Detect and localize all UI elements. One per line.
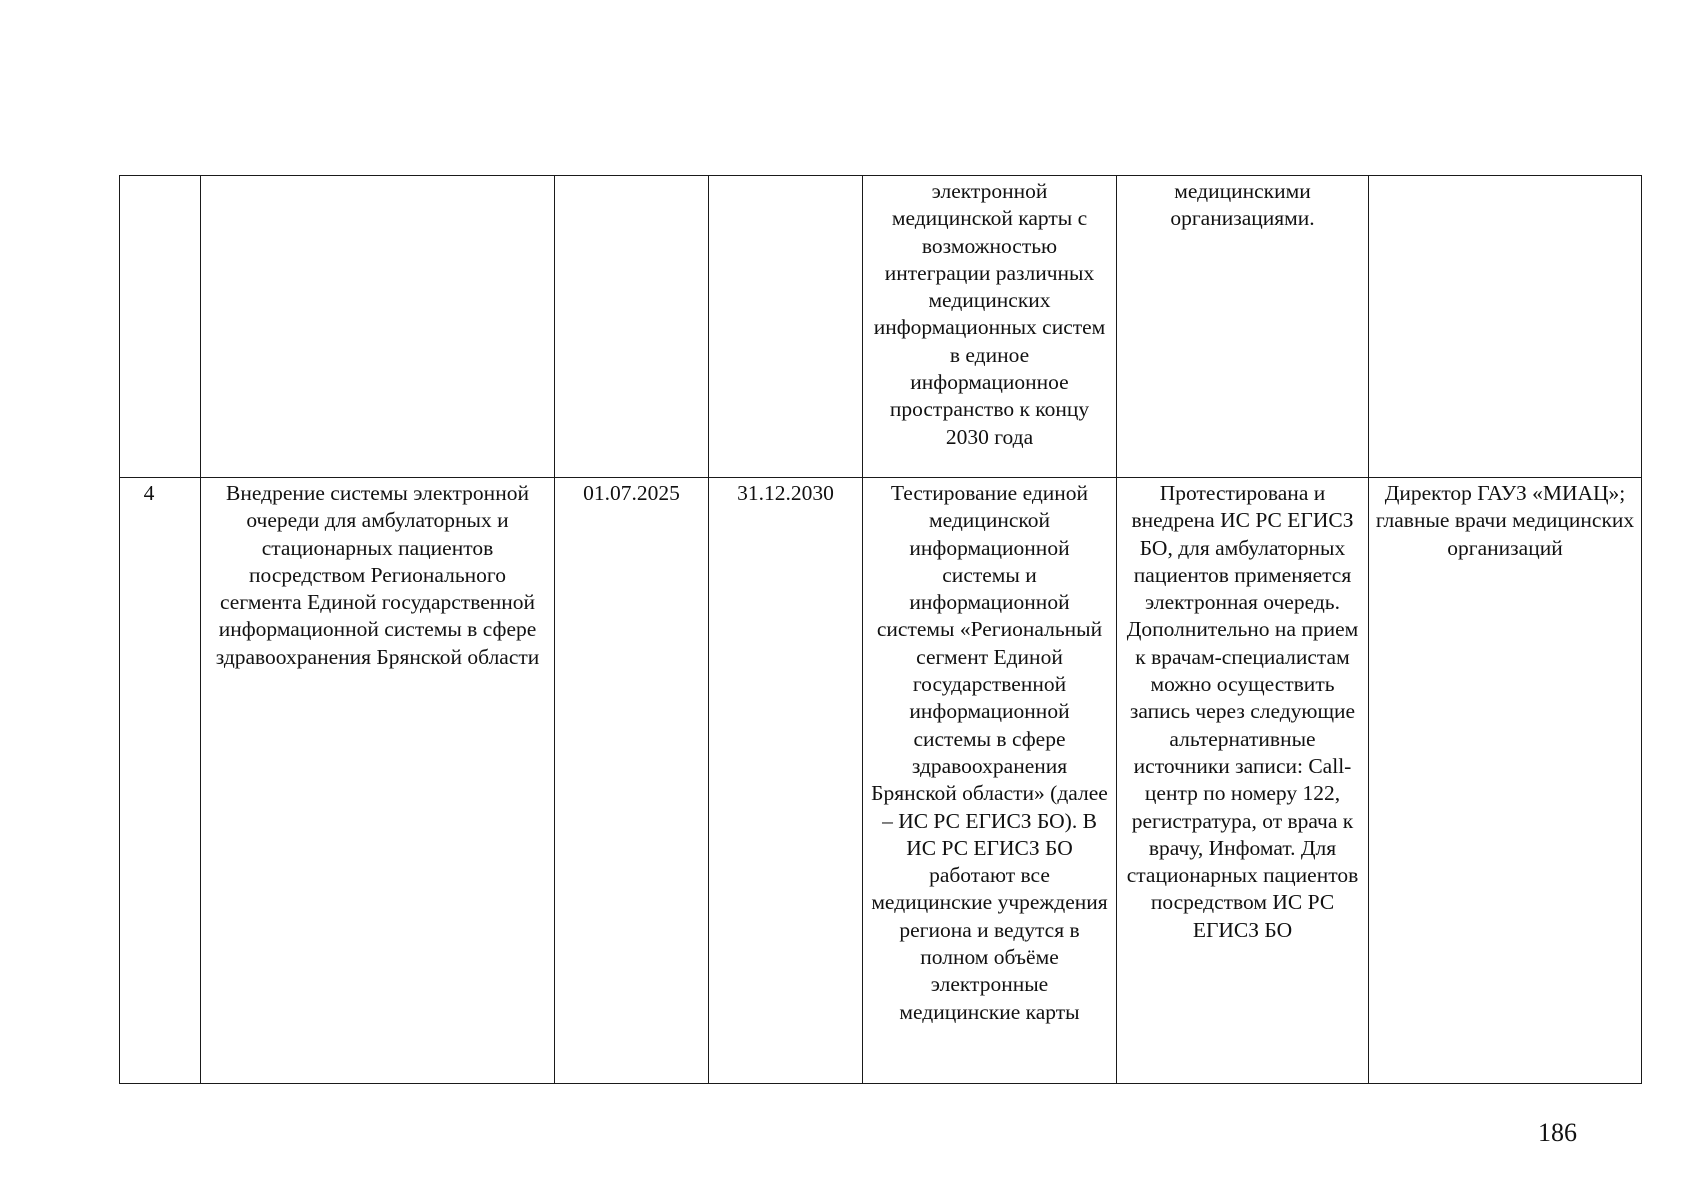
table-row-continuation (120, 176, 1642, 478)
cell-start-date: 01.07.2025 (555, 478, 709, 1084)
cell-status: медицинскими организациями. (1117, 176, 1369, 478)
cell-end-date (709, 176, 863, 478)
cell-expected-result: электронной медицинской карты с возможностью интеграции различных медицинских информационных систем в единое информационное пространство к концу 2030 года (863, 176, 1117, 478)
cell-number: 4 (120, 478, 201, 1084)
cell-end-date: 31.12.2030 (709, 478, 863, 1084)
cell-measure-name (201, 176, 555, 478)
table-row-item-4 (120, 478, 1642, 1084)
page-number: 186 (1538, 1118, 1577, 1147)
cell-measure-name: Внедрение системы электронной очереди для амбулаторных и стационарных пациентов посредством Регионального сегмента Единой государственной информационной системы в сфере здравоохранения Брянской области (201, 478, 555, 1084)
cell-start-date (555, 176, 709, 478)
cell-responsible: Директор ГАУЗ «МИАЦ»; главные врачи медицинских организаций (1369, 478, 1642, 1084)
measures-table (119, 175, 1642, 1084)
cell-responsible (1369, 176, 1642, 478)
cell-status: Протестирована и внедрена ИС РС ЕГИСЗ БО, для амбулаторных пациентов применяется электронная очередь. Дополнительно на прием к врачам-специалистам можно осуществить запись через следующие альтернативные источники записи: Call-центр по номеру 122, регистратура, от врача к врачу, Инфомат. Для стационарных пациентов посредством ИС РС ЕГИСЗ БО (1117, 478, 1369, 1084)
cell-number (120, 176, 201, 478)
cell-expected-result: Тестирование единой медицинской информационной системы и информационной системы «Региональный сегмент Единой государственной информационной системы в сфере здравоохранения Брянской области» (далее – ИС РС ЕГИСЗ БО). В ИС РС ЕГИСЗ БО работают все медицинские учреждения региона и ведутся в полном объёме электронные медицинские карты (863, 478, 1117, 1084)
